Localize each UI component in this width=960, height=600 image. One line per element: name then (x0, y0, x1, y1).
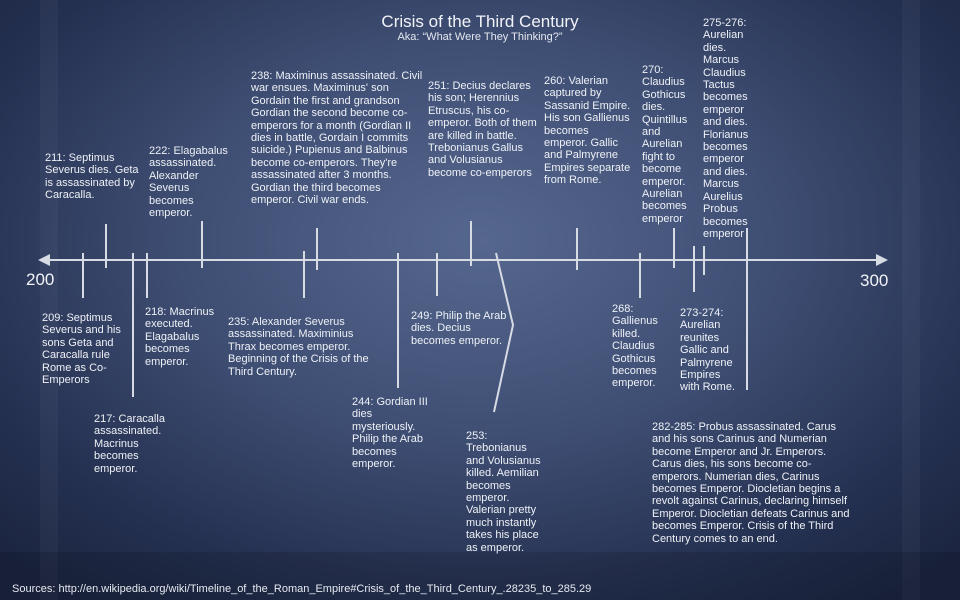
event-244: 244: Gordian III dies mysteriously. Philip the Arab becomes emperor. (352, 396, 428, 471)
page-subtitle: Aka: “What Were They Thinking?” (397, 31, 563, 43)
event-217: 217: Caracalla assassinated. Macrinus becomes emperor. (94, 413, 165, 475)
axis-start-label: 200 (26, 270, 55, 289)
event-211: 211: Septimus Severus dies. Geta is assassinated by Caracalla. (45, 152, 139, 202)
sources-link: Sources: http://en.wikipedia.org/wiki/Timeline_of_the_Roman_Empire#Crisis_of_the_Third_Century_.28235_to_285.29 (12, 583, 592, 595)
right-arrowhead (876, 254, 888, 266)
axis-end-label: 300 (860, 271, 889, 290)
event-260: 260: Valerian captured by Sassanid Empire. His son Gallienus becomes emperor. Gallic and Palmyrene Empires separate from Rome. (544, 75, 631, 187)
event-222: 222: Elagabalus assassinated. Alexander Severus becomes emperor. (149, 145, 228, 220)
event-273-274: 273-274: Aurelian reunites Gallic and Palmyrene Empires with Rome. (680, 307, 736, 394)
page-title: Crisis of the Third Century (381, 12, 579, 31)
event-268: 268: Gallienus killed. Claudius Gothicus becomes emperor. (612, 303, 658, 390)
event-249: 249: Philip the Arab dies. Decius becomes emperor. (411, 310, 507, 347)
left-arrowhead (38, 254, 50, 266)
event-270: 270: Claudius Gothicus dies. Quintillus and Aurelian fight to become emperor. Aurelian becomes emperor (642, 64, 688, 225)
event-282-285: 282-285: Probus assassinated. Carus and his sons Carinus and Numerian become Emperor and Jr. Emperors. Carus dies, his sons become co-emperors. Numerian dies, Carinus becomes Emperor. Diocletian begins a revolt against Carinus, declaring himself Emperor. Diocletian defeats Carinus and becomes Emperor. Crisis of the Third Century comes to an end. (652, 421, 850, 545)
event-209: 209: Septimus Severus and his sons Geta and Caracalla rule Rome as Co-Emperors (42, 312, 121, 387)
event-238: 238: Maximinus assassinated. Civil war ensues. Maximinus' son Gordain the first and grandson Gordian the second become co-emperors for a month (Gordian II dies in battle, Gordain I commits suicide.) Pupienus and Balbinus become co-emperors. They're assassinated after 3 months. Gordian the third becomes emperor. Civil war ends. (251, 70, 423, 207)
event-235: 235: Alexander Severus assassinated. Maximinius Thrax becomes emperor. Beginning of the Crisis of the Third Century. (228, 316, 369, 378)
event-251: 251: Decius declares his son; Herennius Etruscus, his co-emperor. Both of them are killed in battle. Trebonianus Gallus and Volusianus become co-emperors (428, 80, 537, 179)
event-275-276: 275-276: Aurelian dies. Marcus Claudius Tactus becomes emperor and dies. Florianus becomes emperor and dies. Marcus Aurelius Probus becomes emperor (703, 17, 749, 240)
event-253: 253: Trebonianus and Volusianus killed. Aemilian becomes emperor. Valerian pretty much instantly takes his place as emperor. (466, 430, 541, 554)
event-218: 218: Macrinus executed. Elagabalus becomes emperor. (145, 306, 215, 368)
